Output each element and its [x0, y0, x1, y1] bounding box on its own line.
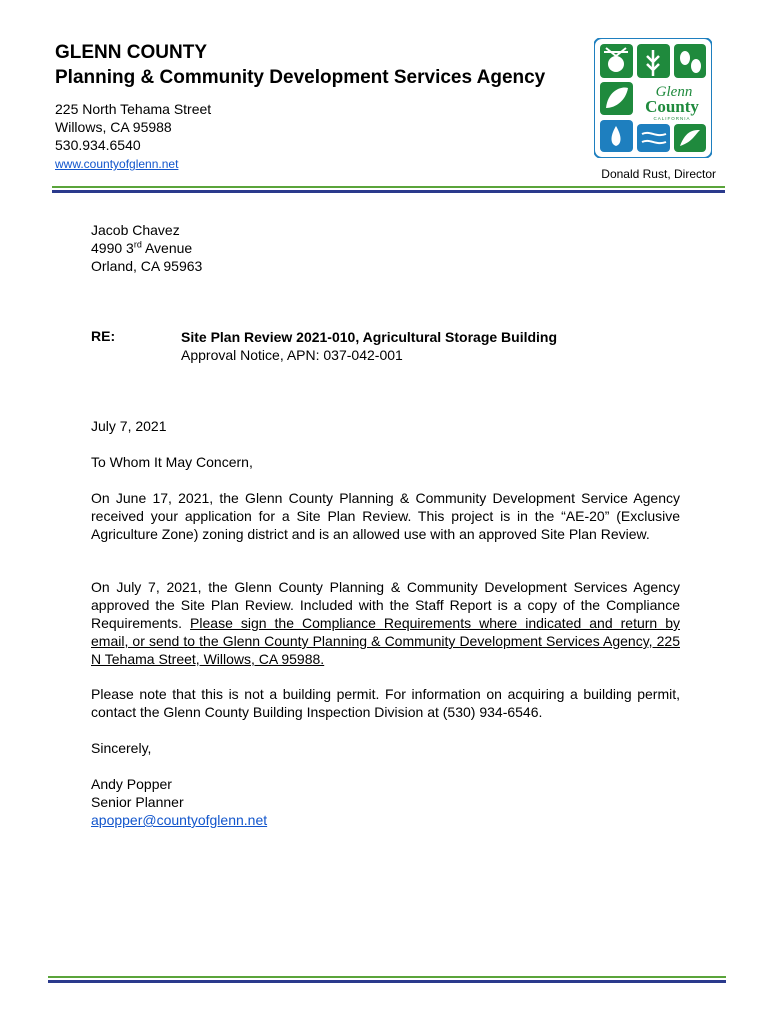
recipient-address [91, 221, 202, 275]
re-label: RE: [91, 328, 116, 344]
agency-phone: 530.934.6540 [55, 137, 141, 153]
glenn-county-logo [594, 38, 712, 158]
recipient-city: Orland, CA 95963 [91, 258, 203, 274]
sun-icon [608, 56, 624, 72]
director-name: Donald Rust, Director [601, 167, 716, 181]
signer-email-link[interactable]: apopper@countyofglenn.net [91, 812, 268, 828]
header-rule-blue [52, 190, 725, 193]
logo-tagline: CALIFORNIA [653, 116, 691, 121]
paragraph-2-intro: On July 7, 2021, the Glenn County Planning & Community Development Services Agency approved the Site Plan Review. Included with the Staff Report is a copy of the Compliance Requirements. [91, 579, 680, 631]
agency-website-link[interactable]: www.countyofglenn.net [55, 157, 179, 171]
agency-line-1: GLENN COUNTY [55, 42, 207, 63]
agency-name [55, 40, 545, 90]
agency-city: Willows, CA 95988 [55, 119, 172, 135]
signer-title: Senior Planner [91, 794, 184, 810]
logo-word-2: County [645, 97, 699, 116]
salutation: To Whom It May Concern, [91, 454, 253, 470]
recipient-street: 4990 3rd Avenue [91, 239, 193, 256]
re-subject-block [181, 328, 557, 364]
agency-address [55, 100, 211, 173]
paragraph-1: On June 17, 2021, the Glenn County Planning & Community Development Service Agency received your application for a Site Plan Review. This project is in the “AE-20” (Exclusive Agriculture Zone) zoning district and is an allowed use with an approved Site Plan Review. [91, 490, 680, 542]
logo-tile-olive [674, 44, 706, 78]
re-detail: Approval Notice, APN: 037-042-001 [181, 347, 403, 363]
closing: Sincerely, [91, 740, 152, 756]
agency-line-2: Planning & Community Development Services Agency [55, 67, 546, 88]
signer-name: Andy Popper [91, 776, 172, 792]
signature-block [91, 775, 680, 829]
recipient-name: Jacob Chavez [91, 222, 180, 238]
olive-icon-2 [691, 59, 701, 73]
footer-rule-blue [48, 980, 726, 983]
paragraph-2 [91, 578, 680, 668]
logo-tile-river [637, 124, 670, 152]
paragraph-2-instructions: Please sign the Compliance Requirements where indicated and return by email, or send to the Glenn County Planning & Community Development Services Agency, 225 N Tehama Street, Willows, CA 95988. [91, 615, 680, 667]
olive-icon [680, 51, 690, 65]
header-rule-green [52, 186, 725, 188]
footer-rule-green [48, 976, 726, 978]
agency-street: 225 North Tehama Street [55, 101, 212, 117]
letter-date: July 7, 2021 [91, 418, 167, 434]
paragraph-3: Please note that this is not a building permit. For information on acquiring a building permit, contact the Glenn County Building Inspection Division at (530) 934-6546. [91, 686, 680, 720]
re-subject: Site Plan Review 2021-010, Agricultural Storage Building [181, 329, 558, 345]
logo-word-1: Glenn [655, 84, 693, 100]
